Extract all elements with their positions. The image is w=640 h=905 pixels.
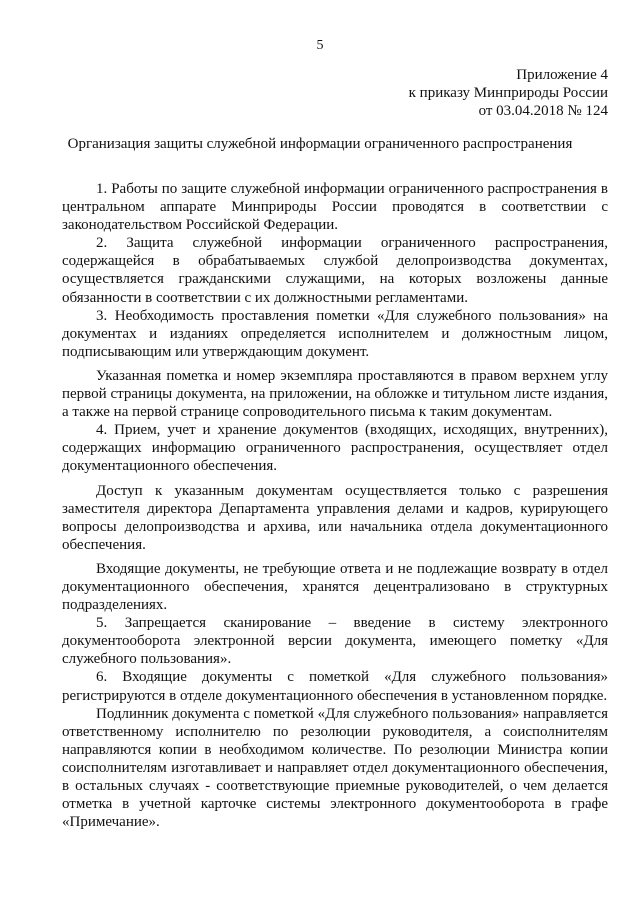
paragraph-3: 3. Необходимость проставления пометки «Для служебного пользования» на документах и изданиях определяется исполнителем и должностным лицом, подписывающим или утверждающим документ. xyxy=(62,307,608,360)
paragraph-10: Подлинник документа с пометкой «Для служебного пользования» направляется ответственному исполнителю по резолюции руководителя, а соисполнителям направляются копии в необходимом количестве. По резолюции Министра копии соисполнителям изготавливает и направляет отдел документационного обеспечения, в остальных случаях - соответствующие приемные руководителей, о чем делается отметка в учетной карточке системы электронного документооборота в графе «Примечание». xyxy=(62,705,608,831)
paragraph-1: 1. Работы по защите служебной информации ограниченного распространения в центральном аппарате Минприроды России проводятся в соответствии с законодательством Российской Федерации. xyxy=(62,181,608,234)
appendix-line-2: к приказу Минприроды России xyxy=(408,85,608,101)
appendix-line-1: Приложение 4 xyxy=(516,67,608,83)
paragraph-7: Входящие документы, не требующие ответа и не подлежащие возврату в отдел документационного обеспечения, хранятся децентрализовано в структурных подразделениях. xyxy=(62,560,608,614)
paragraph-6: Доступ к указанным документам осуществляется только с разрешения заместителя директора Департамента управления делами и кадров, курирующего вопросы делопроизводства и архива, или начальника отдела документационного обеспечения. xyxy=(62,482,608,553)
document-title: Организация защиты служебной информации ограниченного распространения xyxy=(67,136,573,152)
paragraph-2: 2. Защита служебной информации ограниченного распространения, содержащейся в обрабатываемых службой делопроизводства документах, осуществляется гражданскими служащими, на которых возложены данные обязанности в соответствии с их должностными регламентами. xyxy=(62,235,608,306)
document-body xyxy=(62,180,608,831)
paragraph-9: 6. Входящие документы с пометкой «Для служебного пользования» регистрируются в отделе документационного обеспечения в установленном порядке. xyxy=(62,669,608,704)
paragraph-5: 4. Прием, учет и хранение документов (входящих, исходящих, внутренних), содержащих информацию ограниченного распространения, осуществляет отдел документационного обеспечения. xyxy=(62,422,608,475)
appendix-line-3: от 03.04.2018 № 124 xyxy=(478,103,608,119)
page-number: 5 xyxy=(316,38,324,53)
paragraph-4: Указанная пометка и номер экземпляра проставляются в правом верхнем углу первой страницы документа, на приложении, на обложке и титульном листе издания, а также на первой странице сопроводительного письма к таким документам. xyxy=(62,367,608,421)
appendix-header xyxy=(409,66,608,120)
paragraph-8: 5. Запрещается сканирование – введение в систему электронного документооборота электронной версии документа, имеющего пометку «Для служебного пользования». xyxy=(62,615,608,668)
